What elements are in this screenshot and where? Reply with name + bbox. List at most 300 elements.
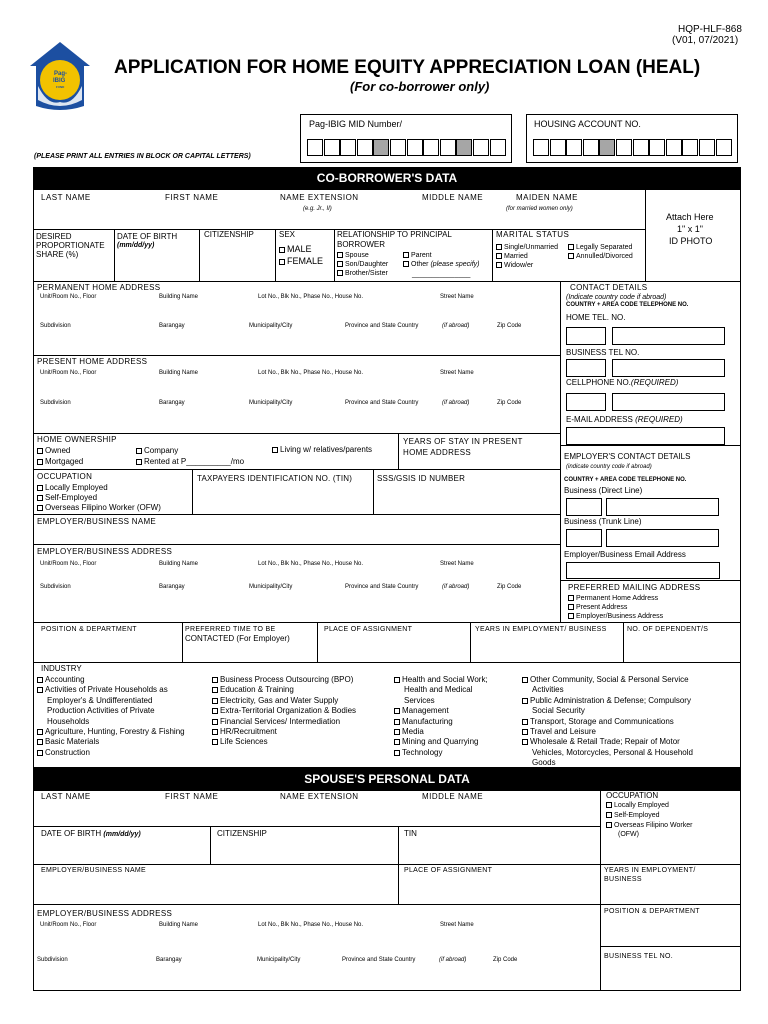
industry-label: Households — [47, 716, 90, 726]
perm-abroad-hint: (if abroad) — [442, 323, 470, 329]
industry-label: Basic Materials — [45, 737, 100, 747]
emp-zip-label: Zip Code — [497, 584, 522, 590]
sp-business-tel-label: BUSINESS TEL NO. — [604, 953, 673, 960]
relationship-label-2: BORROWER — [337, 240, 385, 249]
industry-label: Accounting — [45, 675, 85, 684]
mid-number-digit-cell[interactable] — [357, 139, 373, 156]
mailing-label: PREFERRED MAILING ADDRESS — [568, 583, 701, 592]
housing-account-digit-cell[interactable] — [699, 139, 715, 156]
industry-label: Mining and Quarrying — [402, 737, 479, 747]
photo-label-2: 1" x 1" — [677, 224, 703, 234]
sp-occ-local-option[interactable] — [606, 802, 669, 809]
industry-label: Electricity, Gas and Water Supply — [220, 695, 339, 705]
ms-annulled-option[interactable] — [568, 253, 633, 260]
industry-item[interactable] — [212, 706, 356, 716]
sp-occ-self-option[interactable] — [606, 812, 660, 819]
industry-label: Manufacturing — [402, 716, 453, 726]
present-street-label: Street Name — [440, 370, 474, 376]
form-code: HQP-HLF-868 — [678, 24, 742, 35]
present-zip-label: Zip Code — [497, 400, 522, 406]
sp-position-label: POSITION & DEPARTMENT — [604, 908, 700, 915]
occ-ofw-option[interactable] — [37, 504, 161, 512]
checkbox-icon[interactable] — [212, 698, 218, 704]
home-tel-code-input[interactable] — [566, 327, 606, 345]
cellphone-number-input[interactable] — [612, 393, 725, 411]
checkbox-icon[interactable] — [37, 750, 43, 756]
checkbox-icon[interactable] — [394, 739, 400, 745]
sp-occ-ofw-label-2: (OFW) — [618, 831, 639, 838]
rel-son-label: Son/Daughter — [345, 261, 389, 268]
pref-time-label-1: PREFERRED TIME TO BE — [185, 626, 276, 633]
sp-occ-ofw-option[interactable] — [606, 822, 692, 829]
sex-label: SEX — [279, 230, 296, 239]
industry-label: Production Activities of Private — [47, 706, 155, 716]
industry-item[interactable] — [37, 685, 185, 695]
emp-bldg-label: Building Name — [159, 561, 199, 567]
housing-account-label: HOUSING ACCOUNT NO. — [534, 119, 641, 129]
cb-position-label: POSITION & DEPARTMENT — [41, 626, 137, 633]
checkbox-icon[interactable] — [212, 687, 218, 693]
mail-emp-label: Employer/Business Address — [576, 613, 664, 620]
industry-label: Life Sciences — [220, 737, 268, 747]
share-label-1: DESIRED — [36, 232, 72, 241]
mid-number-digit-cell[interactable] — [390, 139, 406, 156]
home-tel-label: HOME TEL. NO. — [566, 313, 626, 322]
checkbox-icon[interactable] — [522, 698, 528, 704]
mid-number-digit-cell — [456, 139, 472, 156]
page-subtitle: (For co-borrower only) — [350, 79, 490, 94]
housing-account-digit-cell[interactable] — [716, 139, 732, 156]
industry-item[interactable] — [37, 748, 185, 758]
checkbox-icon[interactable] — [522, 729, 528, 735]
housing-account-digit-cell — [599, 139, 615, 156]
housing-account-digit-cell[interactable] — [533, 139, 549, 156]
sp-street-label: Street Name — [440, 922, 474, 928]
rel-son-option[interactable] — [337, 261, 388, 268]
mid-number-digit-cell[interactable] — [407, 139, 423, 156]
rel-brother-option[interactable] — [337, 270, 388, 277]
industry-item — [522, 748, 693, 758]
mail-present-label: Present Address — [576, 604, 628, 611]
industry-item[interactable] — [522, 737, 693, 747]
mid-number-digit-cell[interactable] — [473, 139, 489, 156]
checkbox-icon[interactable] — [394, 750, 400, 756]
biz-direct-label: Business (Direct Line) — [564, 486, 643, 495]
ms-married-label: Married — [504, 253, 528, 260]
sp-dob-hint: (mm/dd/yy) — [103, 831, 141, 838]
contact-hint: (Indicate country code if abroad) — [566, 294, 667, 301]
own-owned-label: Owned — [45, 446, 71, 455]
ms-single-option[interactable] — [496, 244, 558, 251]
logo-text-ibig: IBIG — [53, 78, 66, 84]
cellphone-code-input[interactable] — [566, 393, 606, 411]
mid-number-digit-cell[interactable] — [423, 139, 439, 156]
emp-prov-label: Province and State Country — [345, 584, 419, 590]
employer-email-label: Employer/Business Email Address — [564, 550, 686, 559]
sex-female-label: FEMALE — [287, 256, 324, 266]
industry-label: Wholesale & Retail Trade; Repair of Motor — [530, 737, 680, 747]
spouse-heading: SPOUSE'S PERSONAL DATA — [33, 768, 741, 790]
rel-other-hint: (please specify) — [430, 261, 480, 268]
cb-dob-label: DATE OF BIRTH — [117, 232, 178, 241]
years-stay-label-1: YEARS OF STAY IN PRESENT — [403, 437, 523, 446]
industry-item[interactable] — [212, 717, 356, 727]
sp-tin-label: TIN — [404, 829, 417, 838]
industry-label: Social Security — [532, 706, 585, 716]
sp-citizenship-label: CITIZENSHIP — [217, 829, 267, 838]
sp-employer-address-label: EMPLOYER/BUSINESS ADDRESS — [37, 909, 173, 918]
checkbox-icon[interactable] — [522, 677, 528, 683]
logo-text-pag: Pag- — [54, 71, 68, 77]
housing-account-digit-cell[interactable] — [633, 139, 649, 156]
sex-male-option[interactable] — [279, 245, 312, 254]
occupation-label: OCCUPATION — [37, 472, 93, 481]
industry-label: Vehicles, Motorcycles, Personal & Household — [532, 747, 693, 757]
emp-brgy-label: Barangay — [159, 584, 185, 590]
industry-item[interactable] — [394, 737, 488, 747]
present-subd-label: Subdivision — [40, 400, 71, 406]
ms-single-label: Single/Unmarried — [504, 244, 559, 251]
industry-col-1 — [37, 675, 185, 758]
industry-col-2 — [212, 675, 356, 748]
checkbox-icon[interactable] — [394, 708, 400, 714]
housing-account-digit-cell[interactable] — [616, 139, 632, 156]
housing-account-digit-cell[interactable] — [666, 139, 682, 156]
industry-label: Activities of Private Households as — [45, 685, 168, 695]
sp-first-name-label: FIRST NAME — [165, 792, 219, 801]
business-tel-code-input[interactable] — [566, 359, 606, 377]
biz-direct-code-input[interactable] — [566, 498, 602, 516]
emp-unit-label: Unit/Room No., Floor — [40, 561, 97, 567]
industry-item[interactable] — [394, 748, 488, 758]
sp-dob-text: DATE OF BIRTH — [41, 829, 102, 838]
sex-female-option[interactable] — [279, 257, 323, 266]
sp-occ-ofw-label: Overseas Filipino Worker — [614, 822, 693, 829]
pref-time-label-2: CONTACTED (For Employer) — [185, 634, 290, 643]
perm-subd-label: Subdivision — [40, 323, 71, 329]
industry-item[interactable] — [37, 727, 185, 737]
occ-local-option[interactable] — [37, 484, 108, 492]
business-tel-label: BUSINESS TEL NO. — [566, 348, 640, 357]
industry-item — [522, 685, 693, 695]
checkbox-icon[interactable] — [394, 729, 400, 735]
industry-label: Other Community, Social & Personal Service — [530, 675, 689, 684]
industry-col-4 — [522, 675, 693, 769]
rel-spouse-option[interactable] — [337, 252, 369, 259]
sex-male-label: MALE — [287, 244, 312, 254]
employer-contact-hint: (indicate country code if abroad) — [566, 464, 652, 470]
employer-contact-label: EMPLOYER'S CONTACT DETAILS — [564, 452, 691, 461]
sp-lot-label: Lot No., Blk No., Phase No., House No. — [258, 922, 364, 928]
sp-last-name-label: LAST NAME — [41, 792, 91, 801]
page-title: APPLICATION FOR HOME EQUITY APPRECIATION LOAN (HEAL) — [114, 57, 701, 78]
ms-widow-label: Widow/er — [504, 262, 534, 269]
mid-number-digit-cell[interactable] — [324, 139, 340, 156]
mid-number-digit-cell — [373, 139, 389, 156]
checkbox-icon[interactable] — [394, 719, 400, 725]
industry-label: Activities — [532, 685, 564, 695]
email-text: E-MAIL ADDRESS — [566, 415, 633, 424]
sp-bldg-label: Building Name — [159, 922, 199, 928]
industry-label: Agriculture, Hunting, Forestry & Fishing — [45, 727, 185, 737]
rel-parent-option[interactable] — [403, 252, 432, 259]
own-owned-option[interactable] — [37, 447, 70, 455]
present-bldg-label: Building Name — [159, 370, 199, 376]
industry-label: Goods — [532, 758, 556, 768]
industry-item[interactable] — [212, 696, 356, 706]
cb-maiden-hint: (for married women only) — [506, 206, 573, 212]
industry-item — [37, 706, 185, 716]
share-label-2: PROPORTIONATE — [36, 241, 105, 250]
rel-spouse-label: Spouse — [345, 252, 369, 259]
email-input[interactable] — [566, 427, 725, 445]
sp-place-assign-label: PLACE OF ASSIGNMENT — [404, 867, 493, 874]
rel-other-label: Other — [411, 261, 429, 268]
cb-tin-label: TAXPAYERS IDENTIFICATION NO. (TIN) — [197, 474, 353, 483]
industry-item[interactable] — [212, 675, 356, 685]
perm-unit-label: Unit/Room No., Floor — [40, 294, 97, 300]
industry-item[interactable] — [522, 675, 693, 685]
industry-item — [37, 696, 185, 706]
present-unit-label: Unit/Room No., Floor — [40, 370, 97, 376]
industry-item — [394, 696, 488, 706]
industry-label: Technology — [402, 747, 443, 757]
industry-item[interactable] — [394, 727, 488, 737]
present-address-label: PRESENT HOME ADDRESS — [37, 357, 148, 366]
industry-label: Media — [402, 727, 424, 737]
cb-middle-name-label: MIDDLE NAME — [422, 193, 484, 202]
checkbox-icon[interactable] — [37, 677, 43, 683]
ms-annulled-label: Annulled/Divorced — [576, 253, 633, 260]
industry-label: Public Administration & Defense; Compulsory — [530, 695, 691, 705]
sp-brgy-label: Barangay — [156, 957, 182, 963]
industry-item[interactable] — [37, 675, 185, 685]
biz-direct-number-input[interactable] — [606, 498, 719, 516]
cb-name-ext-hint: (e.g. Jr., II) — [303, 206, 332, 212]
perm-bldg-label: Building Name — [159, 294, 199, 300]
marital-status-label: MARITAL STATUS — [496, 230, 570, 239]
occ-local-label: Locally Employed — [45, 483, 108, 492]
perm-zip-label: Zip Code — [497, 323, 522, 329]
checkbox-icon[interactable] — [212, 677, 218, 683]
cellphone-label — [566, 379, 678, 387]
housing-account-digit-cell[interactable] — [550, 139, 566, 156]
emp-subd-label: Subdivision — [40, 584, 71, 590]
industry-item[interactable] — [394, 675, 488, 685]
occ-self-option[interactable] — [37, 494, 97, 502]
sss-gsis-label: SSS/GSIS ID NUMBER — [377, 474, 466, 483]
occ-self-label: Self-Employed — [45, 493, 98, 502]
share-label-3: SHARE (%) — [36, 250, 79, 259]
industry-label: Travel and Leisure — [530, 727, 596, 737]
checkbox-icon[interactable] — [394, 677, 400, 683]
industry-item[interactable] — [394, 706, 488, 716]
pagibig-logo — [28, 40, 92, 112]
industry-label: Health and Medical — [404, 685, 473, 695]
sp-zip-label: Zip Code — [493, 957, 518, 963]
biz-trunk-label: Business (Trunk Line) — [564, 517, 642, 526]
coborrower-heading: CO-BORROWER'S DATA — [33, 167, 741, 189]
industry-item[interactable] — [522, 717, 693, 727]
own-rented-option[interactable] — [136, 458, 244, 466]
checkbox-icon[interactable] — [212, 708, 218, 714]
mid-number-digit-cell[interactable] — [490, 139, 506, 156]
cb-first-name-label: FIRST NAME — [165, 193, 219, 202]
ms-married-option[interactable] — [496, 253, 528, 260]
ms-legal-option[interactable] — [568, 244, 632, 251]
photo-label-3: ID PHOTO — [669, 236, 713, 246]
cb-place-assign-label: PLACE OF ASSIGNMENT — [324, 626, 413, 633]
housing-account-digit-cell[interactable] — [583, 139, 599, 156]
sp-muni-label: Municipality/City — [257, 957, 301, 963]
employer-email-input[interactable] — [566, 562, 720, 579]
industry-label: Construction — [45, 747, 90, 757]
contact-details-label: CONTACT DETAILS — [570, 283, 648, 292]
sp-occ-self-label: Self-Employed — [614, 812, 660, 819]
industry-item[interactable] — [212, 727, 356, 737]
mid-number-digit-cell[interactable] — [440, 139, 456, 156]
email-required: (REQUIRED) — [635, 415, 683, 424]
own-company-option[interactable] — [136, 447, 178, 455]
present-prov-label: Province and State Country — [345, 400, 419, 406]
checkbox-icon[interactable] — [212, 729, 218, 735]
cb-dob-hint: (mm/dd/yy) — [117, 242, 155, 249]
industry-label: HR/Recruitment — [220, 727, 277, 737]
present-muni-label: Municipality/City — [249, 400, 293, 406]
cb-name-ext-label: NAME EXTENSION — [280, 193, 359, 202]
perm-prov-label: Province and State Country — [345, 323, 419, 329]
contact-code-label: COUNTRY + AREA CODE TELEPHONE NO. — [566, 302, 689, 308]
perm-address-label: PERMANENT HOME ADDRESS — [37, 283, 161, 292]
sp-years-emp-label-2: BUSINESS — [604, 876, 642, 883]
sp-name-ext-label: NAME EXTENSION — [280, 792, 359, 801]
industry-item[interactable] — [522, 727, 693, 737]
industry-label: Transport, Storage and Communications — [530, 716, 674, 726]
cb-maiden-name-label: MAIDEN NAME — [516, 193, 578, 202]
cb-citizenship-label: CITIZENSHIP — [204, 230, 254, 239]
occ-ofw-label: Overseas Filipino Worker (OFW) — [45, 503, 161, 512]
present-abroad-hint: (if abroad) — [442, 400, 470, 406]
biz-trunk-code-input[interactable] — [566, 529, 602, 547]
industry-label: Financial Services/ Intermediation — [220, 716, 341, 726]
sp-employer-name-label: EMPLOYER/BUSINESS NAME — [41, 867, 147, 874]
industry-item[interactable] — [37, 737, 185, 747]
rel-brother-label: Brother/Sister — [345, 270, 388, 277]
home-ownership-label: HOME OWNERSHIP — [37, 435, 117, 444]
cb-employer-address-label: EMPLOYER/BUSINESS ADDRESS — [37, 547, 173, 556]
cb-last-name-label: LAST NAME — [41, 193, 91, 202]
mail-emp-option[interactable] — [568, 613, 663, 620]
housing-account-digit-cell[interactable] — [649, 139, 665, 156]
relationship-label-1: RELATIONSHIP TO PRINCIPAL — [337, 230, 452, 239]
present-lot-label: Lot No., Blk No., Phase No., House No. — [258, 370, 364, 376]
mail-present-option[interactable] — [568, 604, 627, 611]
mid-number-label: Pag-IBIG MID Number/ — [309, 119, 403, 129]
industry-label: Services — [404, 695, 435, 705]
print-note: (PLEASE PRINT ALL ENTRIES IN BLOCK OR CAPITAL LETTERS) — [34, 153, 251, 160]
own-living-option[interactable] — [272, 446, 372, 454]
mail-perm-option[interactable] — [568, 595, 658, 602]
rel-parent-label: Parent — [411, 252, 432, 259]
cellphone-text: CELLPHONE NO. — [566, 378, 631, 387]
checkbox-icon[interactable] — [522, 739, 528, 745]
housing-account-digit-cell[interactable] — [566, 139, 582, 156]
industry-label: Health and Social Work; — [402, 675, 488, 684]
form-version: (V01, 07/2021) — [672, 35, 739, 46]
industry-item[interactable] — [522, 696, 693, 706]
industry-item[interactable] — [394, 717, 488, 727]
industry-label: Education & Training — [220, 685, 294, 695]
emp-muni-label: Municipality/City — [249, 584, 293, 590]
industry-item — [37, 717, 185, 727]
housing-account-digit-cell[interactable] — [682, 139, 698, 156]
industry-item — [522, 706, 693, 716]
checkbox-icon[interactable] — [212, 739, 218, 745]
mail-perm-label: Permanent Home Address — [576, 595, 659, 602]
email-label — [566, 416, 683, 424]
emp-abroad-hint: (if abroad) — [442, 584, 470, 590]
rel-other-blank: _______________ — [412, 271, 471, 278]
industry-item — [394, 685, 488, 695]
industry-label: Extra-Territorial Organization & Bodies — [220, 706, 357, 716]
business-tel-number-input[interactable] — [612, 359, 725, 377]
mid-number-digit-cell[interactable] — [340, 139, 356, 156]
perm-brgy-label: Barangay — [159, 323, 185, 329]
own-company-label: Company — [144, 446, 179, 455]
sp-prov-label: Province and State Country — [342, 957, 416, 963]
checkbox-icon[interactable] — [37, 739, 43, 745]
sp-abroad-hint: (if abroad) — [439, 957, 467, 963]
cellphone-required: (REQUIRED) — [630, 378, 679, 387]
employer-code-label: COUNTRY + AREA CODE TELEPHONE NO. — [564, 477, 687, 483]
mid-number-digit-cell[interactable] — [307, 139, 323, 156]
sp-unit-label: Unit/Room No., Floor — [40, 922, 97, 928]
emp-lot-label: Lot No., Blk No., Phase No., House No. — [258, 561, 364, 567]
sp-middle-name-label: MIDDLE NAME — [422, 792, 484, 801]
industry-item[interactable] — [212, 685, 356, 695]
rel-other-option[interactable] — [403, 261, 480, 268]
industry-item[interactable] — [212, 737, 356, 747]
present-brgy-label: Barangay — [159, 400, 185, 406]
own-living-label: Living w/ relatives/parents — [280, 445, 373, 454]
biz-trunk-number-input[interactable] — [606, 529, 719, 547]
emp-street-label: Street Name — [440, 561, 474, 567]
cb-years-emp-label: YEARS IN EMPLOYMENT/ BUSINESS — [475, 626, 607, 633]
ms-widow-option[interactable] — [496, 262, 533, 269]
sp-subd-label: Subdivision — [37, 957, 68, 963]
logo-text-fund: FUND — [56, 85, 65, 89]
home-tel-number-input[interactable] — [612, 327, 725, 345]
industry-label: Business Process Outsourcing (BPO) — [220, 675, 354, 684]
industry-label: Management — [402, 706, 449, 716]
years-stay-label-2: HOME ADDRESS — [403, 448, 472, 457]
checkbox-icon[interactable] — [522, 719, 528, 725]
perm-muni-label: Municipality/City — [249, 323, 293, 329]
perm-street-label: Street Name — [440, 294, 474, 300]
sp-occ-local-label: Locally Employed — [614, 802, 669, 809]
checkbox-icon[interactable] — [37, 687, 43, 693]
own-mortgaged-option[interactable] — [37, 458, 83, 466]
sp-dob-label — [41, 830, 141, 838]
ms-legal-label: Legally Separated — [576, 244, 633, 251]
own-rented-label: Rented at P__________/mo — [144, 457, 245, 466]
sp-years-emp-label-1: YEARS IN EMPLOYMENT/ — [604, 867, 696, 874]
cb-employer-name-label: EMPLOYER/BUSINESS NAME — [37, 517, 157, 526]
checkbox-icon[interactable] — [212, 719, 218, 725]
own-mortgaged-label: Mortgaged — [45, 457, 84, 466]
checkbox-icon[interactable] — [37, 729, 43, 735]
dependents-label: NO. OF DEPENDENT/S — [627, 626, 709, 633]
